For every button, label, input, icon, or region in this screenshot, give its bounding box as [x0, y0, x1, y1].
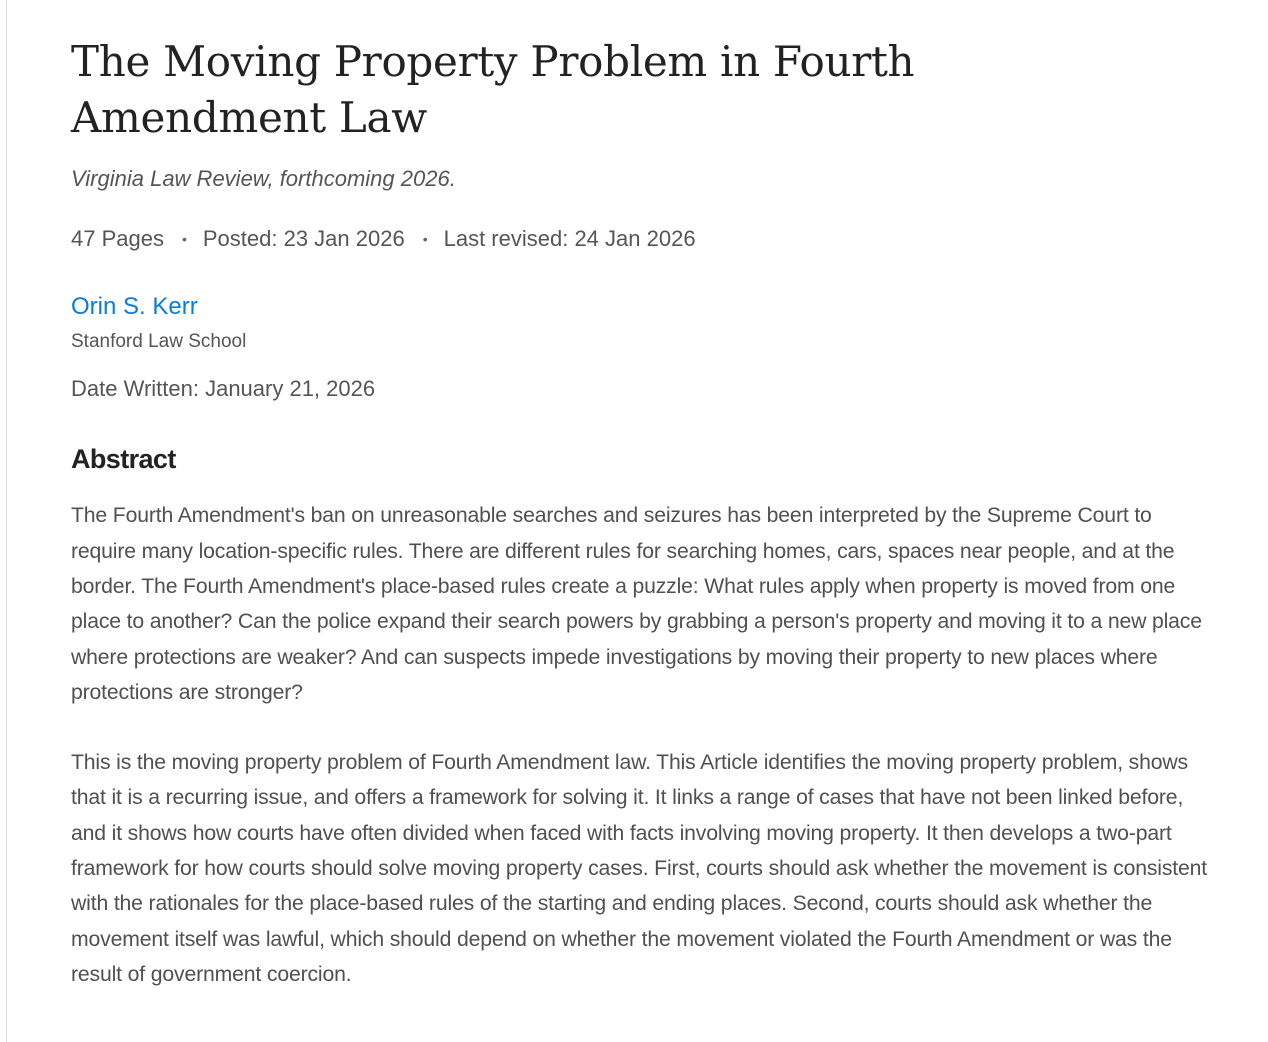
author-link[interactable]: Orin S. Kerr: [71, 293, 198, 320]
paper-metadata: [71, 224, 1221, 254]
date-written: Date Written: January 21, 2026: [71, 376, 376, 401]
paper-page: [71, 34, 1221, 992]
abstract-paragraph: This is the moving property problem of Fourth Amendment law. This Article identifies the moving property problem, shows that it is a recurring issue, and offers a framework for solving it. It links a range of cases that have not been linked before, and it shows how courts have often divided when faced with facts involving moving property. It then develops a two-part framework for how courts should solve moving property cases. First, courts should ask whether the movement is consistent with the rationales for the place-based rules of the starting and ending places. Second, courts should ask whether the movement itself was lawful, which should depend on whether the movement violated the Fourth Amendment or was the result of government coercion.: [71, 751, 1208, 986]
bullet-separator: •: [422, 231, 428, 247]
author-block: [71, 254, 1221, 354]
abstract-paragraph: The Fourth Amendment's ban on unreasonable searches and seizures has been interpreted by the Supreme Court to require many location-specific rules. There are different rules for searching homes, cars, spaces near people, and at the border. The Fourth Amendment's place-based rules create a puzzle: What rules apply when property is moved from one place to another? Can the police expand their search powers by grabbing a person's property and moving it to a new place where protections are weaker? And can suspects impede investigations by moving their property to new places where protections are stronger?: [71, 504, 1202, 704]
bullet-separator: •: [181, 231, 187, 247]
author-affiliation: Stanford Law School: [71, 331, 247, 352]
posted-date: Posted: 23 Jan 2026: [202, 226, 405, 251]
journal-citation: Virginia Law Review, forthcoming 2026.: [71, 166, 456, 191]
left-border-divider: [6, 0, 7, 1042]
page-count: 47 Pages: [71, 226, 164, 251]
paper-title: The Moving Property Problem in Fourth Amendment Law: [71, 37, 915, 142]
last-revised-date: Last revised: 24 Jan 2026: [443, 226, 696, 251]
abstract-section: [71, 442, 1221, 992]
abstract-heading: Abstract: [71, 444, 176, 474]
